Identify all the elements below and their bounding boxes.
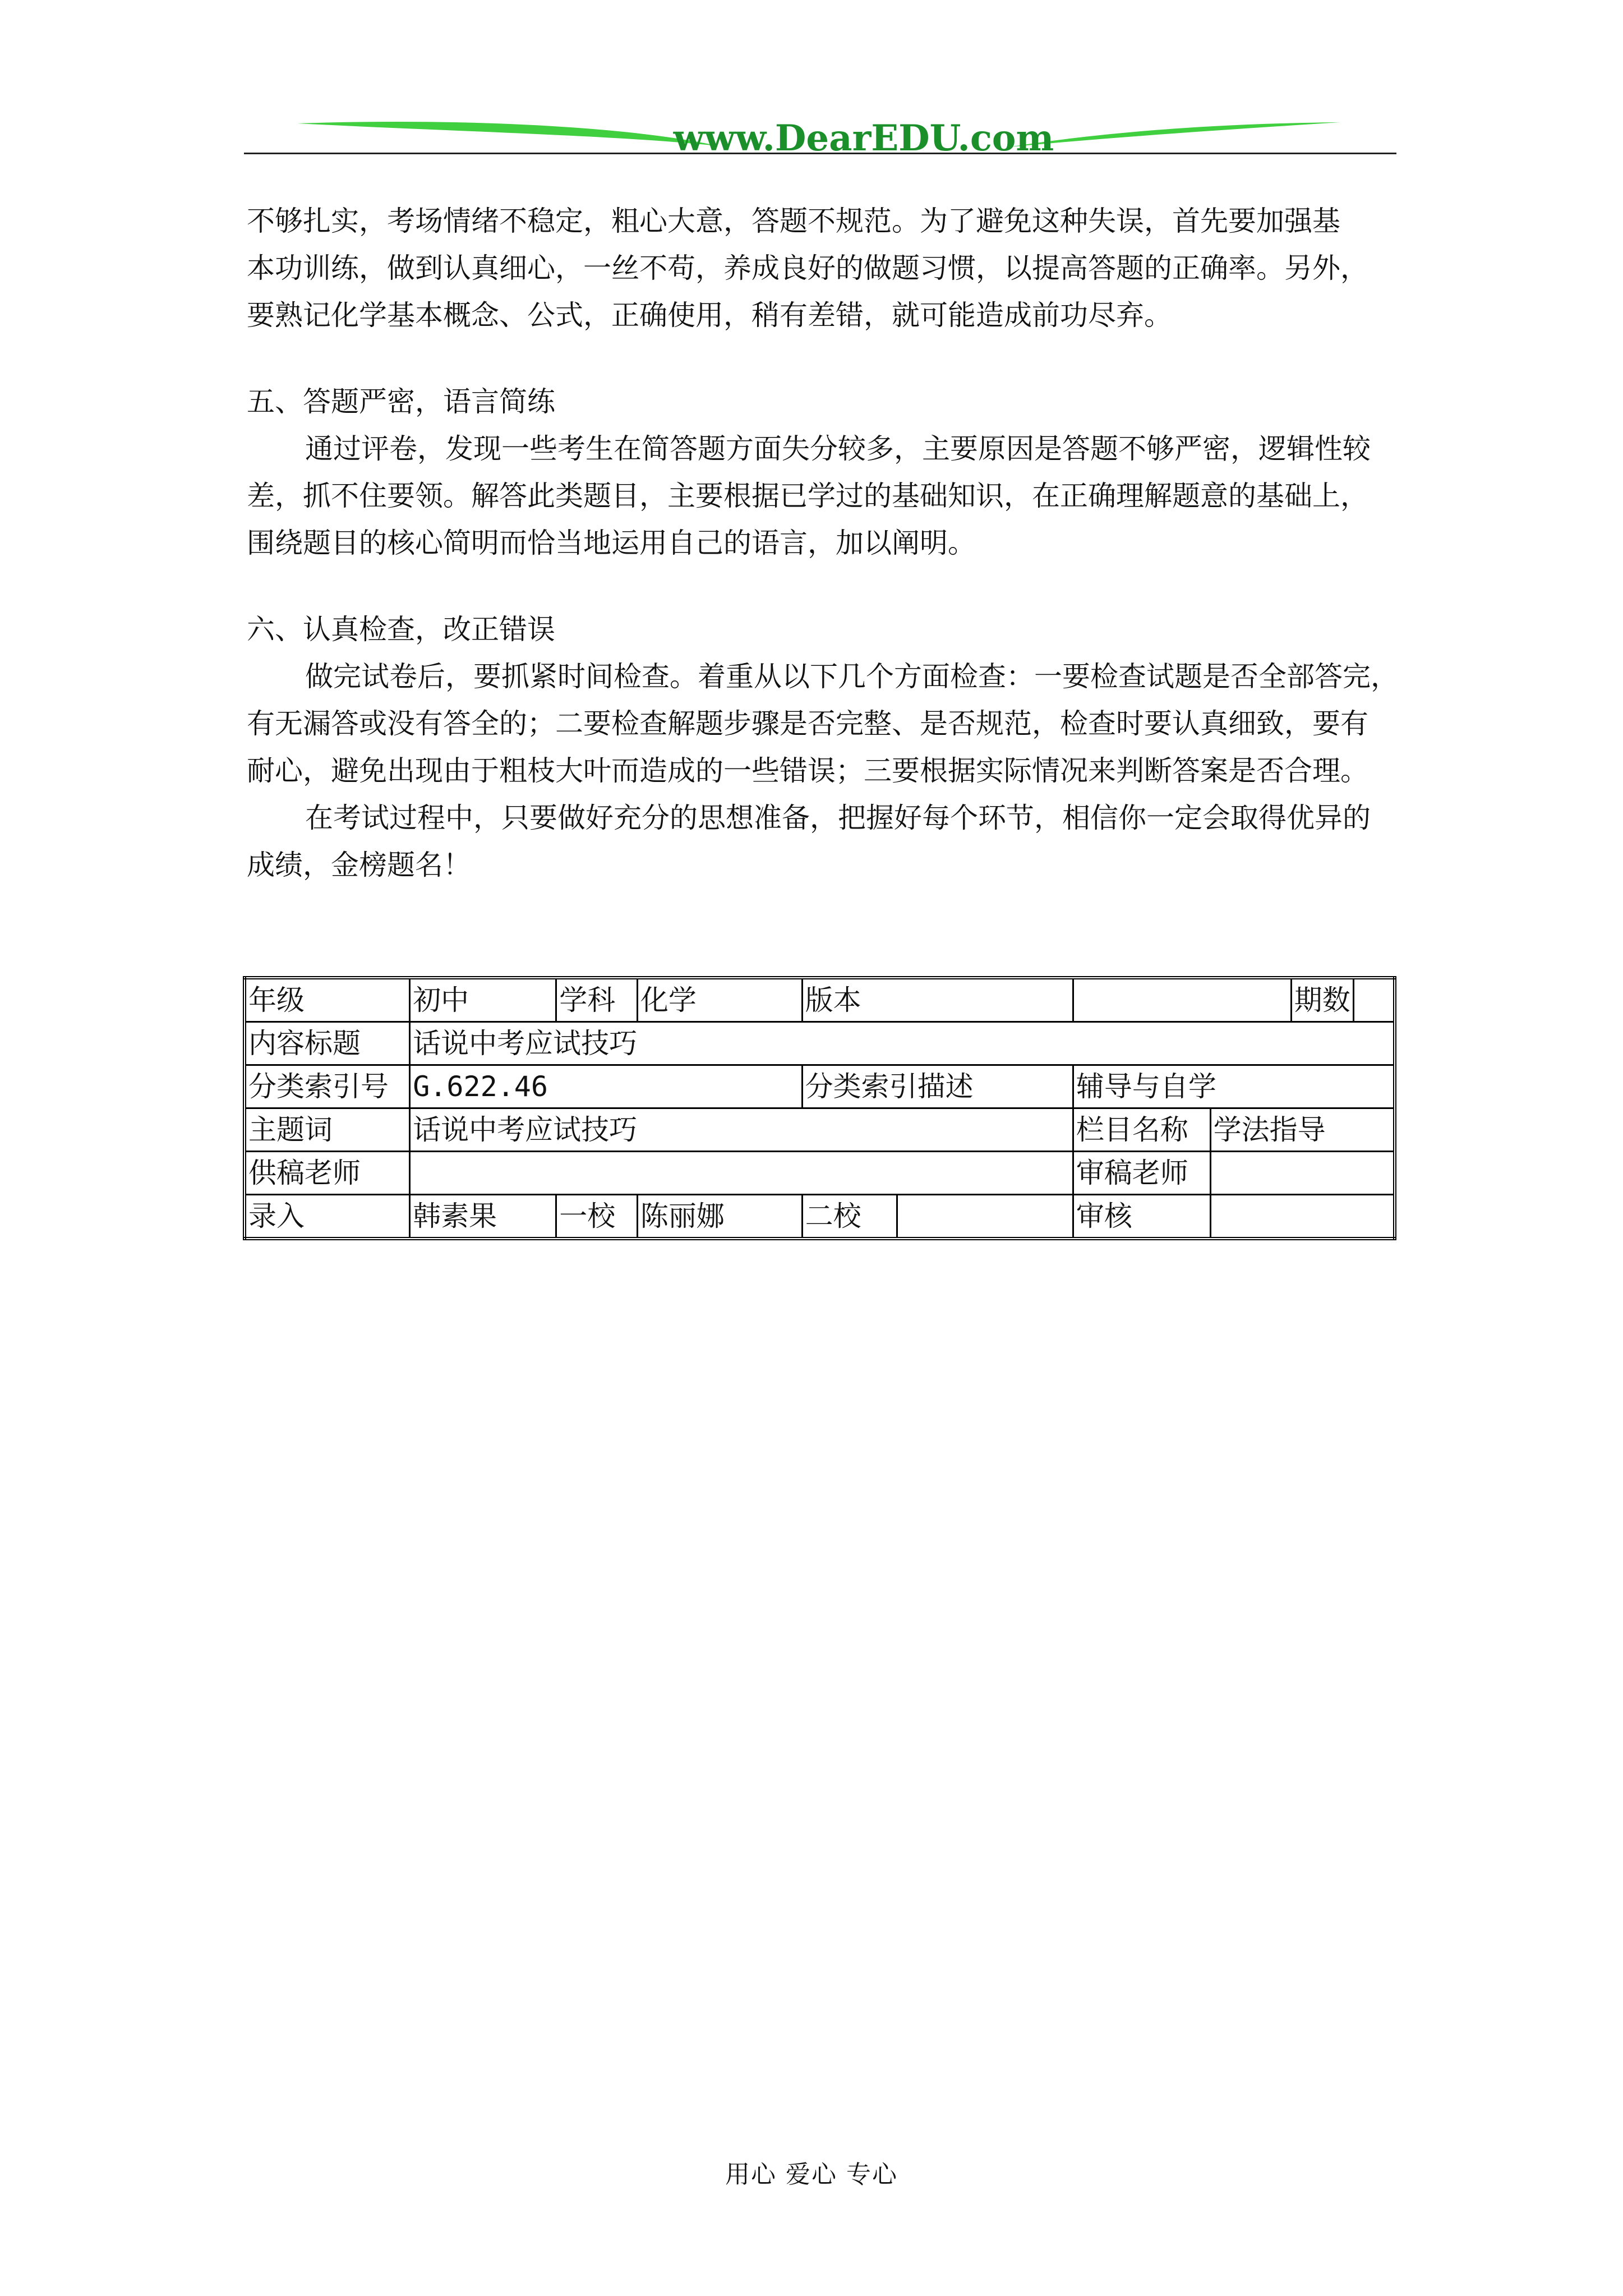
column-label: 栏目名称 xyxy=(1073,1108,1210,1152)
audit-label: 审核 xyxy=(1073,1195,1210,1239)
issue-value xyxy=(1353,979,1393,1021)
class-index-value: G.622.46 xyxy=(410,1065,802,1108)
section6-title: 六、认真检查，改正错误 xyxy=(247,613,555,646)
closing-line: 在考试过程中，只要做好充分的思想准备，把握好每个环节，相信你一定会取得优异的 xyxy=(305,802,1371,834)
content-title-label: 内容标题 xyxy=(245,1022,410,1065)
class-desc-value: 辅导与自学 xyxy=(1073,1065,1395,1108)
section6-line: 有无漏答或没有答全的；二要检查解题步骤是否完整、是否规范，检查时要认真细致，要有 xyxy=(247,707,1368,740)
spacer xyxy=(247,567,1430,606)
footer-slogan: 用心 爱心 专心 xyxy=(725,2160,898,2189)
table-row xyxy=(245,1195,1395,1239)
class-desc-label: 分类索引描述 xyxy=(802,1065,1073,1108)
section6-line: 耐心，避免出现由于粗枝大叶而造成的一些错误；三要根据实际情况来判断答案是否合理。 xyxy=(247,754,1368,787)
section5-line: 围绕题目的核心简明而恰当地运用自己的语言，加以阐明。 xyxy=(247,527,976,559)
grade-value: 初中 xyxy=(410,978,556,1022)
school2-subtable xyxy=(803,1195,1072,1237)
reviewer-label: 审稿老师 xyxy=(1073,1152,1210,1195)
table-row xyxy=(245,1022,1395,1065)
school1-value: 陈丽娜 xyxy=(637,1195,802,1239)
subject-value: 化学 xyxy=(637,978,802,1022)
issue-subtable xyxy=(1292,979,1393,1021)
column-value: 学法指导 xyxy=(1210,1108,1395,1152)
school2-label: 二校 xyxy=(803,1195,897,1237)
table-row xyxy=(245,1065,1395,1108)
section6-line: 做完试卷后，要抓紧时间检查。着重从以下几个方面检查：一要检查试题是否全部答完， xyxy=(305,660,1399,693)
header-rule xyxy=(244,153,1396,154)
intro-line: 要熟记化学基本概念、公式，正确使用，稍有差错，就可能造成前功尽弃。 xyxy=(247,299,1172,332)
subject-label: 学科 xyxy=(556,978,638,1022)
audit-value xyxy=(1210,1195,1395,1239)
logo-text: www.DearEDU.com xyxy=(673,117,1054,159)
school1-label: 一校 xyxy=(556,1195,638,1239)
intro-line: 不够扎实，考场情绪不稳定，粗心大意，答题不规范。为了避免这种失误，首先要加强基 xyxy=(247,205,1340,237)
document-info-table xyxy=(243,976,1396,1240)
school2-label-cell xyxy=(802,1195,1073,1239)
table-row xyxy=(245,1152,1395,1195)
keyword-value: 话说中考应试技巧 xyxy=(410,1108,1073,1152)
table-row xyxy=(245,978,1395,1022)
section5-line: 差，抓不住要领。解答此类题目，主要根据已学过的基础知识，在正确理解题意的基础上， xyxy=(247,480,1368,512)
closing-line: 成绩，金榜题名！ xyxy=(247,849,471,881)
article-body xyxy=(247,197,1430,889)
entry-label: 录入 xyxy=(245,1195,410,1239)
contributor-value xyxy=(410,1152,1073,1195)
intro-line: 本功训练，做到认真细心，一丝不苟，养成良好的做题习惯，以提高答题的正确率。另外， xyxy=(247,252,1368,284)
right-swoosh xyxy=(1009,122,1340,147)
left-swoosh xyxy=(297,122,718,146)
keyword-label: 主题词 xyxy=(245,1108,410,1152)
class-index-label: 分类索引号 xyxy=(245,1065,410,1108)
grade-label: 年级 xyxy=(245,978,410,1022)
reviewer-value xyxy=(1210,1152,1395,1195)
section5-line: 通过评卷，发现一些考生在简答题方面失分较多，主要原因是答题不够严密，逻辑性较 xyxy=(305,432,1371,465)
table-row xyxy=(245,1108,1395,1152)
issue-label-cell xyxy=(1291,978,1395,1022)
school2-value xyxy=(897,1195,1072,1237)
entry-value: 韩素果 xyxy=(410,1195,556,1239)
spacer xyxy=(247,339,1430,378)
dearedu-logo xyxy=(292,107,1346,168)
content-title-value: 话说中考应试技巧 xyxy=(410,1022,1395,1065)
edition-label: 版本 xyxy=(802,978,1073,1022)
contributor-label: 供稿老师 xyxy=(245,1152,410,1195)
section5-title: 五、答题严密，语言简练 xyxy=(247,385,555,418)
edition-value xyxy=(1073,978,1291,1022)
issue-label: 期数 xyxy=(1292,979,1354,1021)
